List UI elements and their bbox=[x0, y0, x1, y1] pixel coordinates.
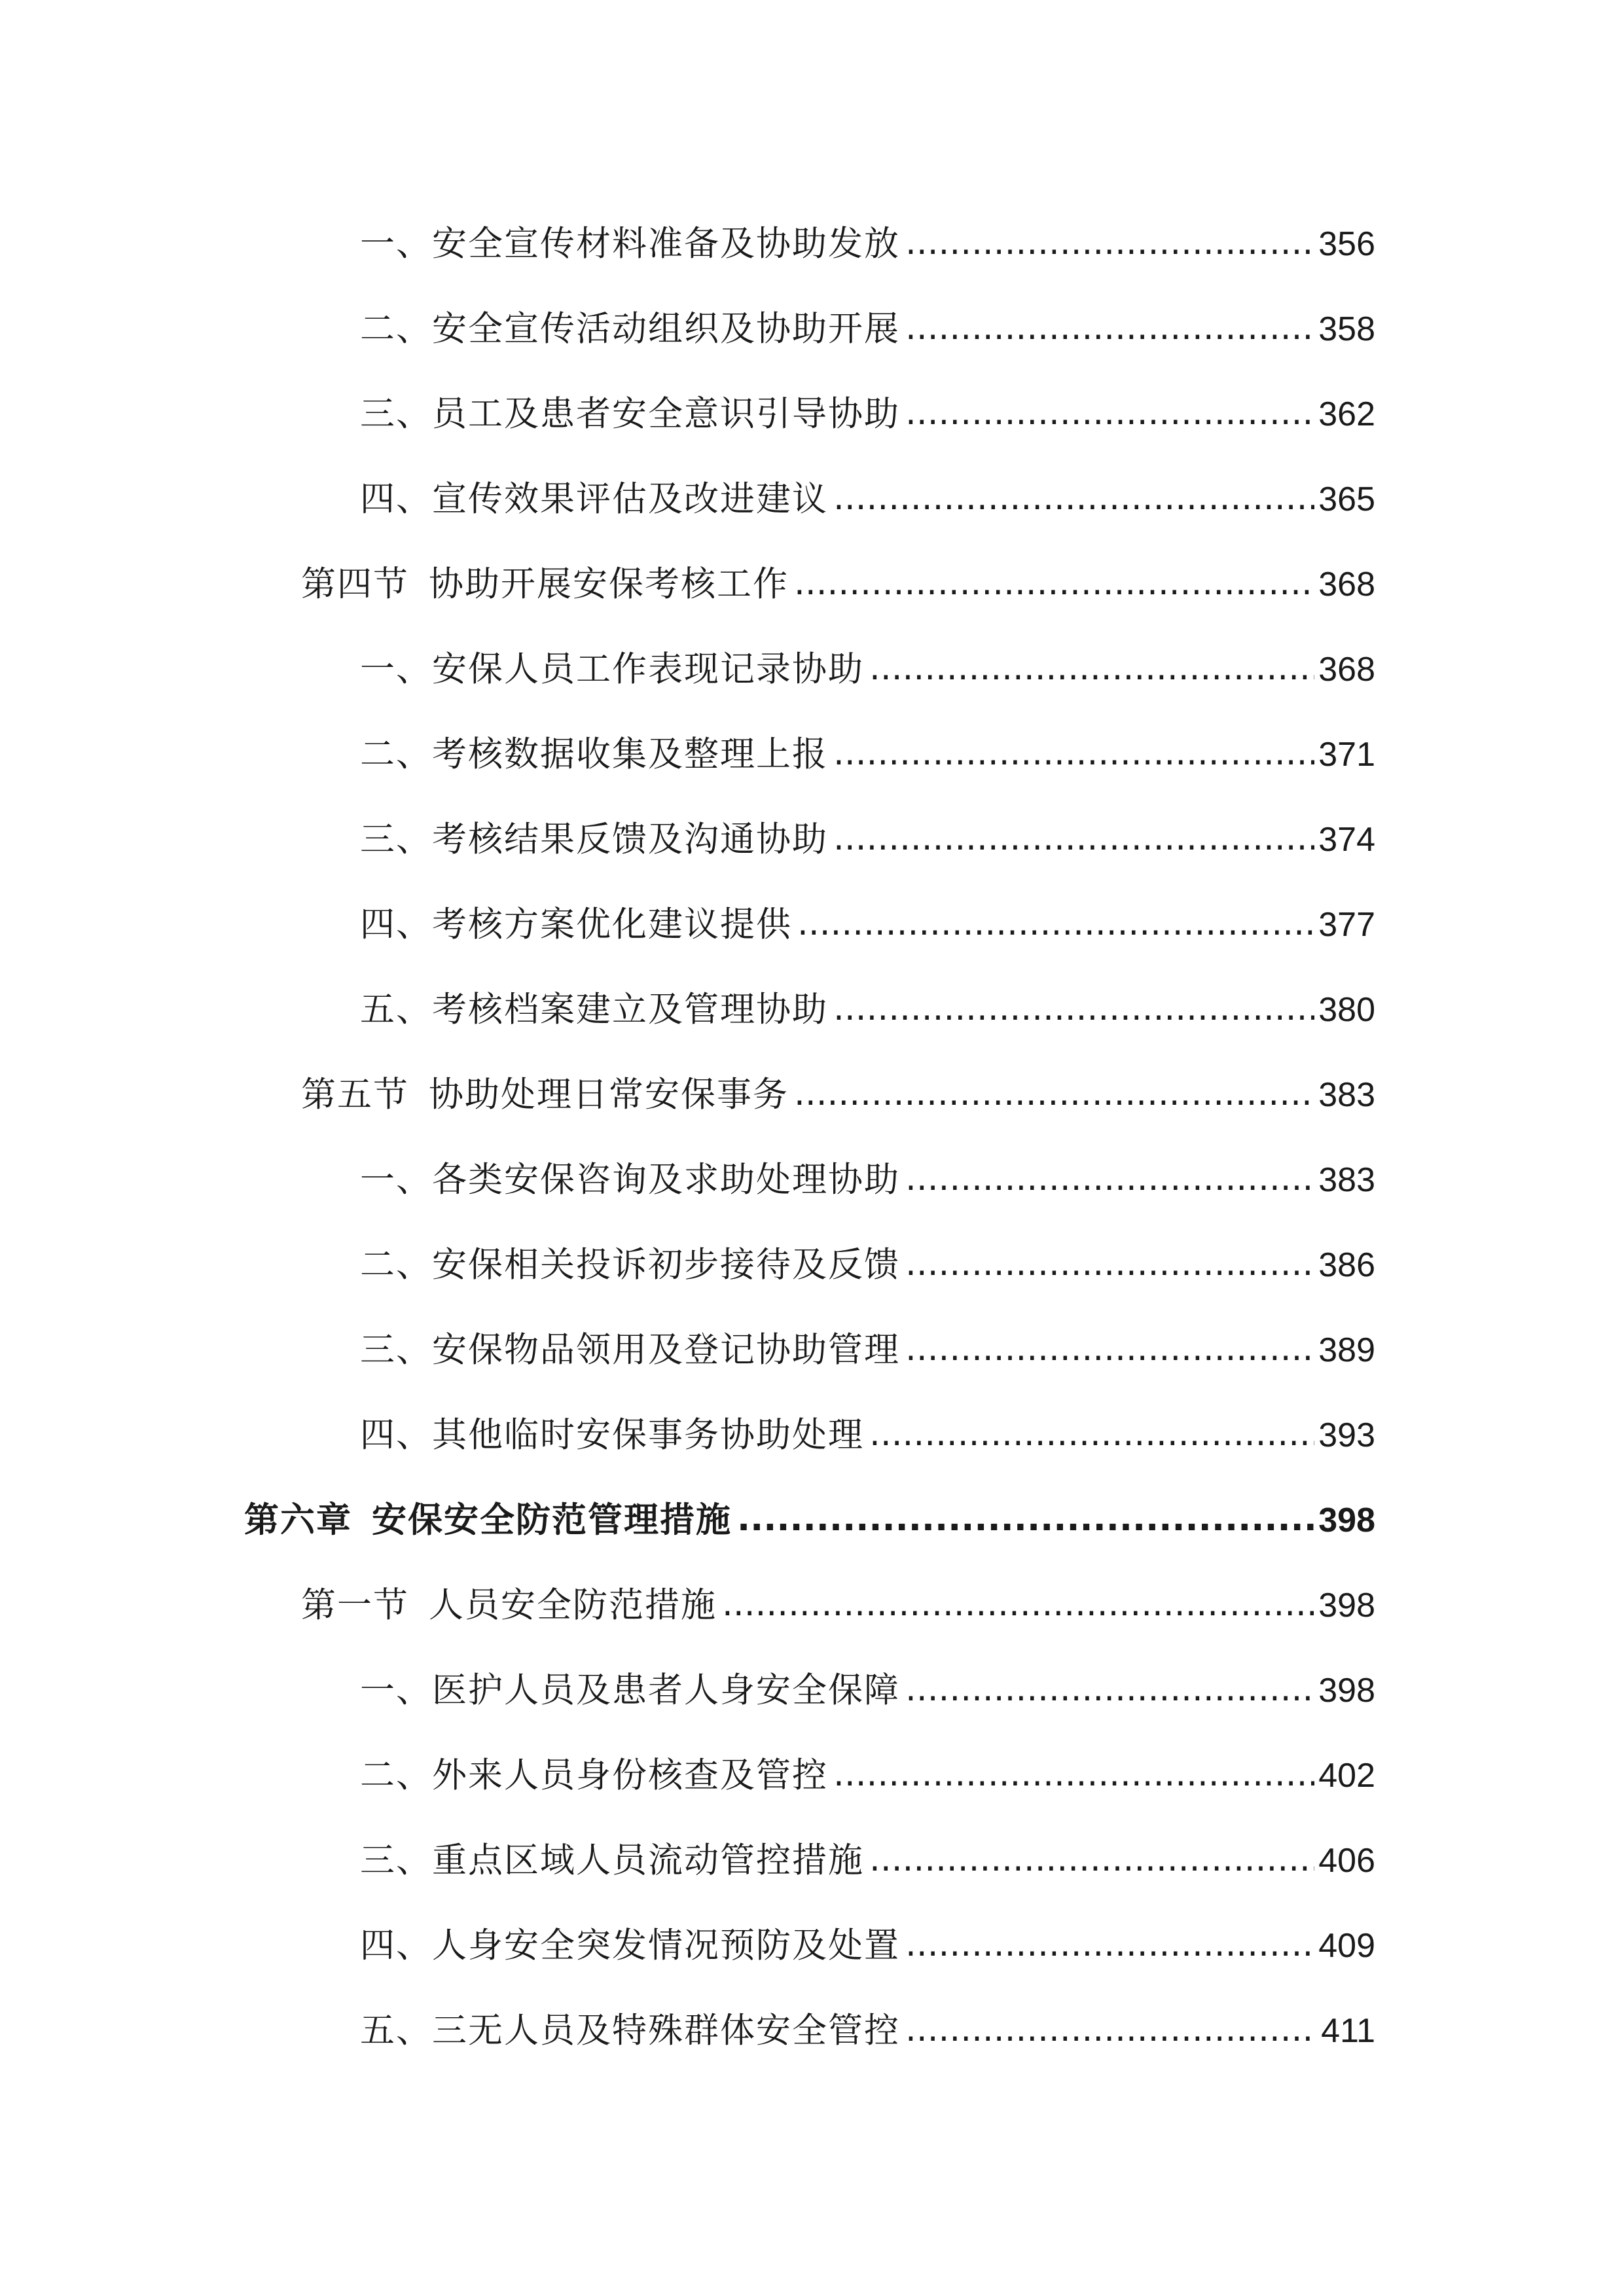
toc-leader-dots bbox=[905, 1328, 1314, 1370]
toc-leader-dots bbox=[869, 1839, 1314, 1880]
toc-entry-title: 安保安全防范管理措施 bbox=[372, 1500, 732, 1540]
toc-entry-page: 371 bbox=[1318, 736, 1375, 774]
toc-entry[interactable] bbox=[360, 206, 1375, 265]
toc-entry[interactable] bbox=[360, 1993, 1375, 2052]
toc-entry-prefix: 第一节 bbox=[301, 1585, 409, 1625]
toc-leader-dots bbox=[869, 647, 1314, 689]
toc-entry-page: 389 bbox=[1318, 1331, 1375, 1369]
toc-entry[interactable] bbox=[360, 461, 1375, 520]
toc-entry-label bbox=[301, 1585, 717, 1626]
toc-leader-dots bbox=[905, 1243, 1314, 1285]
toc-entry[interactable] bbox=[360, 717, 1375, 776]
toc-entry-label bbox=[301, 1074, 789, 1116]
toc-entry[interactable] bbox=[360, 1738, 1375, 1797]
toc-entry-label: 一、安保人员工作表现记录协助 bbox=[360, 649, 864, 689]
toc-entry[interactable] bbox=[360, 972, 1375, 1031]
toc-entry-title: 人员安全防范措施 bbox=[429, 1585, 717, 1625]
toc-entry-prefix: 第六章 bbox=[244, 1500, 352, 1540]
toc-entry[interactable] bbox=[360, 1397, 1375, 1456]
toc-leader-dots bbox=[794, 562, 1314, 604]
toc-entry-label: 五、考核档案建立及管理协助 bbox=[360, 990, 828, 1030]
toc-entry-title: 协助处理日常安保事务 bbox=[429, 1075, 789, 1115]
toc-entry-page: 368 bbox=[1318, 565, 1375, 603]
toc-entry-prefix: 第五节 bbox=[301, 1075, 409, 1115]
toc-entry-label: 一、各类安保咨询及求助处理协助 bbox=[360, 1160, 900, 1200]
toc-entry-label: 四、考核方案优化建议提供 bbox=[360, 905, 792, 944]
toc-entry-page: 358 bbox=[1318, 310, 1375, 348]
toc-leader-dots bbox=[794, 1073, 1314, 1115]
toc-chapter-entry[interactable] bbox=[244, 1482, 1375, 1541]
toc-entry-page: 380 bbox=[1318, 991, 1375, 1029]
toc-leader-dots bbox=[869, 1413, 1314, 1455]
toc-entry-page: 406 bbox=[1318, 1842, 1375, 1880]
toc-leader-dots bbox=[833, 732, 1314, 774]
toc-entry-label: 三、重点区域人员流动管控措施 bbox=[360, 1840, 864, 1880]
toc-entry[interactable] bbox=[360, 376, 1375, 435]
toc-entry-page: 377 bbox=[1318, 906, 1375, 944]
toc-entry-page: 398 bbox=[1318, 1501, 1375, 1539]
toc-entry-page: 368 bbox=[1318, 651, 1375, 689]
toc-entry-label: 二、考核数据收集及整理上报 bbox=[360, 734, 828, 774]
toc-entry-label: 五、三无人员及特殊群体安全管控 bbox=[360, 2011, 900, 2051]
toc-section-entry[interactable] bbox=[301, 1568, 1375, 1626]
toc-leader-dots bbox=[722, 1583, 1314, 1625]
toc-entry[interactable] bbox=[360, 632, 1375, 691]
toc-leader-dots bbox=[905, 392, 1314, 434]
toc-entry-label bbox=[301, 564, 789, 605]
toc-entry-label: 二、外来人员身份核查及管控 bbox=[360, 1755, 828, 1795]
toc-leader-dots bbox=[905, 222, 1314, 264]
toc-entry[interactable] bbox=[360, 1142, 1375, 1201]
toc-entry[interactable] bbox=[360, 802, 1375, 861]
toc-section-entry[interactable] bbox=[301, 1057, 1375, 1116]
toc-entry[interactable] bbox=[360, 1653, 1375, 1712]
toc-leader-dots bbox=[797, 903, 1314, 944]
toc-entry-page: 393 bbox=[1318, 1416, 1375, 1454]
toc-leader-dots bbox=[905, 1668, 1314, 1710]
toc-entry-label: 三、员工及患者安全意识引导协助 bbox=[360, 394, 900, 434]
toc-entry[interactable] bbox=[360, 887, 1375, 946]
toc-leader-dots bbox=[905, 307, 1314, 349]
toc-leader-dots bbox=[833, 1753, 1314, 1795]
toc-entry[interactable] bbox=[360, 1312, 1375, 1371]
toc-entry[interactable] bbox=[360, 291, 1375, 350]
toc-entry-page: 398 bbox=[1318, 1587, 1375, 1624]
toc-entry-label: 一、安全宣传材料准备及协助发放 bbox=[360, 224, 900, 264]
toc-entry-page: 386 bbox=[1318, 1246, 1375, 1284]
toc-entry-title: 协助开展安保考核工作 bbox=[429, 564, 789, 604]
toc-entry[interactable] bbox=[360, 1227, 1375, 1286]
toc-entry-prefix: 第四节 bbox=[301, 564, 409, 604]
toc-entry[interactable] bbox=[360, 1823, 1375, 1882]
toc-leader-dots bbox=[905, 2009, 1317, 2051]
toc-leader-dots bbox=[905, 1924, 1314, 1965]
toc-leader-dots bbox=[833, 477, 1314, 519]
toc-entry-label: 四、宣传效果评估及改进建议 bbox=[360, 479, 828, 519]
toc-entry-page: 409 bbox=[1318, 1927, 1375, 1965]
toc-entry-label: 四、人身安全突发情况预防及处置 bbox=[360, 1926, 900, 1965]
toc-section-entry[interactable] bbox=[301, 547, 1375, 605]
toc-entry-label: 三、安保物品领用及登记协助管理 bbox=[360, 1330, 900, 1370]
toc-entry-label: 二、安全宣传活动组织及协助开展 bbox=[360, 309, 900, 349]
toc-entry-page: 383 bbox=[1318, 1161, 1375, 1199]
toc-entry-page: 365 bbox=[1318, 480, 1375, 518]
toc-entry-page: 362 bbox=[1318, 395, 1375, 433]
toc-entry-label: 一、医护人员及患者人身安全保障 bbox=[360, 1670, 900, 1710]
toc-leader-dots bbox=[833, 817, 1314, 859]
toc-entry-label: 四、其他临时安保事务协助处理 bbox=[360, 1415, 864, 1455]
toc-entry[interactable] bbox=[360, 1908, 1375, 1967]
toc-entry-page: 374 bbox=[1318, 821, 1375, 859]
toc-entry-label bbox=[244, 1499, 732, 1541]
toc-entry-page: 402 bbox=[1318, 1757, 1375, 1795]
toc-entry-label: 三、考核结果反馈及沟通协助 bbox=[360, 819, 828, 859]
toc-leader-dots bbox=[833, 988, 1314, 1030]
toc-entry-page: 383 bbox=[1318, 1076, 1375, 1114]
toc-entry-page: 411 bbox=[1321, 2012, 1375, 2050]
toc-entry-label: 二、安保相关投诉初步接待及反馈 bbox=[360, 1245, 900, 1285]
toc-leader-dots bbox=[737, 1498, 1314, 1540]
toc-entry-page: 398 bbox=[1318, 1672, 1375, 1710]
toc-entry-page: 356 bbox=[1318, 225, 1375, 263]
toc-leader-dots bbox=[905, 1158, 1314, 1200]
